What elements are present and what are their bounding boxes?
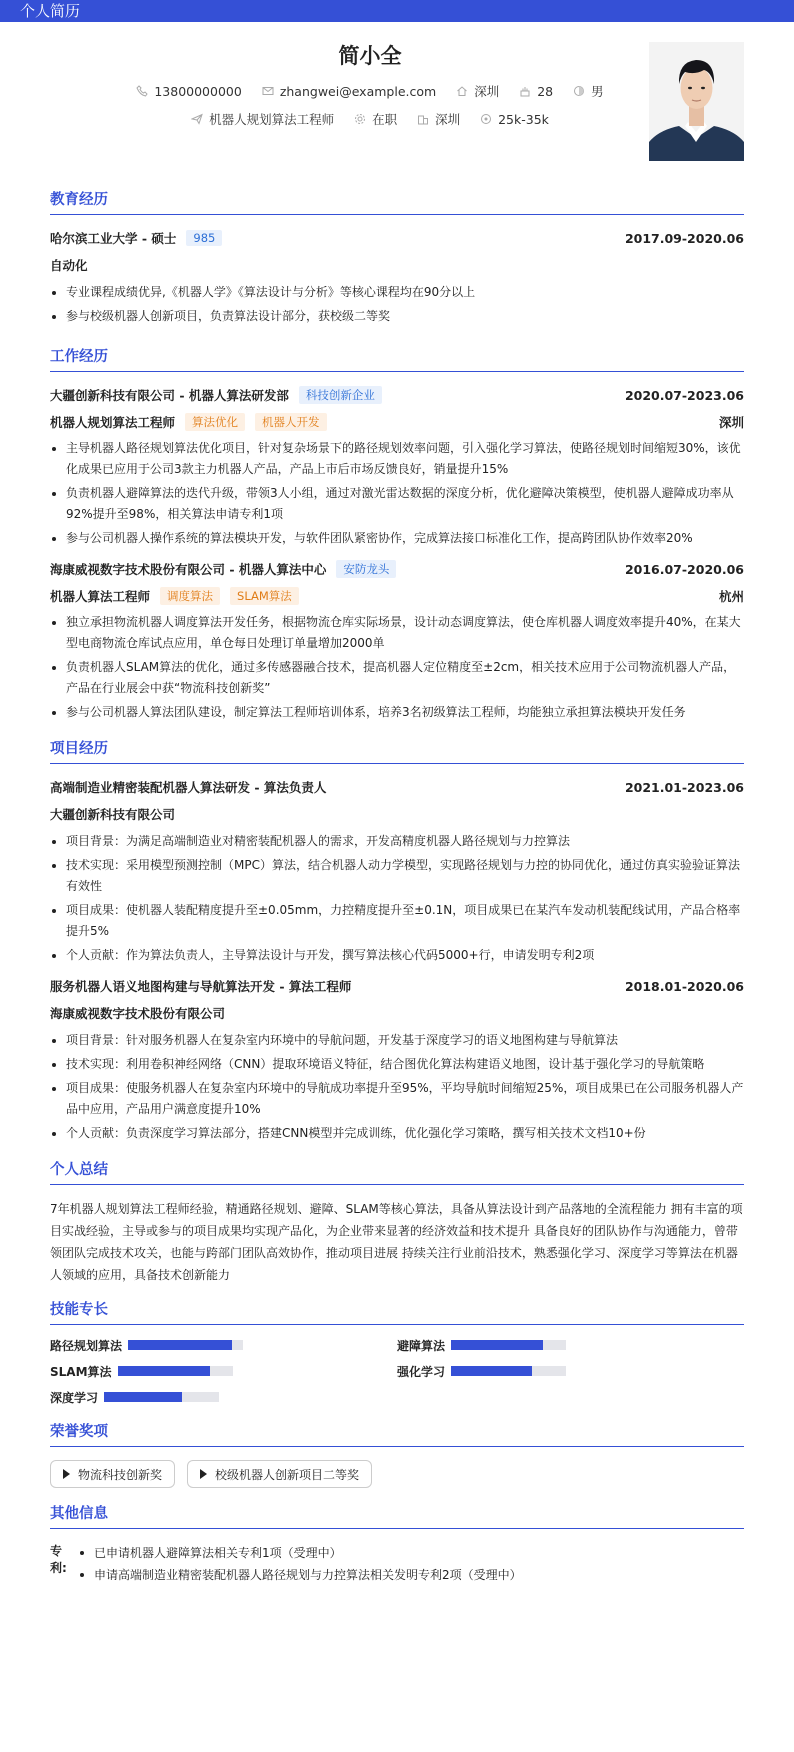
skill-name: 强化学习 [397, 1364, 446, 1379]
patent-block [50, 1542, 744, 1586]
job-role: 机器人算法工程师 [50, 589, 151, 604]
award-chip[interactable] [187, 1460, 372, 1488]
project-entry [50, 777, 744, 966]
job-city: 杭州 [718, 589, 744, 604]
top-bar [0, 0, 794, 22]
job-entry [50, 385, 744, 549]
list-item: 参与公司机器人操作系统的算法模块开发，与软件团队紧密协作，完成算法接口标准化工作，提高跨团队协作效率20% [50, 528, 744, 549]
project-date: 2018.01-2020.06 [624, 978, 744, 994]
role-tag: 调度算法 [160, 587, 220, 605]
school-name: 哈尔滨工业大学 - 硕士 [50, 231, 177, 246]
list-item: 项目成果：使服务机器人在复杂室内环境中的导航成功率提升至95%，平均导航时间缩短25%，项目成果已在公司服务机器人产品中应用，产品用户满意度提升10% [50, 1078, 744, 1120]
awards-title: 荣誉奖项 [50, 1420, 744, 1447]
phone-icon [136, 85, 148, 97]
skill-item [50, 1390, 397, 1404]
job-intent-row [50, 110, 690, 128]
role-tag: SLAM算法 [230, 587, 299, 605]
job-company: 大疆创新科技有限公司 - 机器人算法研发部 [50, 388, 289, 403]
list-item: 独立承担物流机器人调度算法开发任务，根据物流仓库实际场景，设计动态调度算法，使仓库机器人调度效率提升40%，在某大型电商物流仓库试点应用，单仓每日处理订单量增加2000单 [50, 612, 744, 654]
city-item [456, 82, 499, 100]
mail-icon [262, 85, 274, 97]
skill-bar-fill [128, 1340, 232, 1350]
play-icon [200, 1469, 207, 1479]
home-icon [456, 85, 468, 97]
list-item: 技术实现：采用模型预测控制（MPC）算法，结合机器人动力学模型，实现路径规划与力控的协同优化，通过仿真实验验证算法有效性 [50, 855, 744, 897]
list-item: 技术实现：利用卷积神经网络（CNN）提取环境语义特征，结合图优化算法构建语义地图，设计基于强化学习的导航策略 [50, 1054, 744, 1075]
role-tag: 算法优化 [185, 413, 245, 431]
email-text: zhangwei@example.com [279, 83, 437, 99]
target-city-item [417, 110, 460, 128]
skill-bar [104, 1392, 219, 1402]
skill-bar-fill [451, 1340, 543, 1350]
skills-grid [50, 1338, 744, 1404]
project-entry [50, 976, 744, 1144]
job-role: 机器人规划算法工程师 [50, 415, 176, 430]
award-text: 校级机器人创新项目二等奖 [215, 1467, 360, 1482]
skill-bar-fill [118, 1366, 210, 1376]
skills-title: 技能专长 [50, 1298, 744, 1325]
top-bar-title: 个人简历 [20, 2, 81, 20]
project-name: 高端制造业精密装配机器人算法研发 - 算法负责人 [50, 780, 327, 795]
other-title: 其他信息 [50, 1502, 744, 1529]
skill-item [397, 1364, 744, 1378]
skill-name: 路径规划算法 [50, 1338, 123, 1353]
job-city: 深圳 [718, 415, 744, 430]
salary-text: 25k-35k [498, 111, 549, 127]
education-section [50, 188, 744, 327]
list-item: 参与校级机器人创新项目，负责算法设计部分，获校级二等奖 [50, 306, 744, 327]
status-text: 在职 [372, 112, 398, 127]
resume-page [0, 22, 794, 1752]
list-item: 申请高端制造业精密装配机器人路径规划与力控算法相关发明专利2项（受理中） [78, 1564, 522, 1586]
resume-header [50, 22, 744, 180]
job-bullets [50, 612, 744, 723]
list-item: 主导机器人路径规划算法优化项目，针对复杂场景下的路径规划效率问题，引入强化学习算法，使路径规划时间缩短30%，该优化成果已应用于公司3款主力机器人产品，产品上市后市场反馈良好，销量提升15% [50, 438, 744, 480]
skill-item [50, 1338, 397, 1352]
awards-section [50, 1420, 744, 1488]
list-item: 参与公司机器人算法团队建设，制定算法工程师培训体系，培养3名初级算法工程师，均能独立承担算法模块开发任务 [50, 702, 744, 723]
project-name: 服务机器人语义地图构建与导航算法开发 - 算法工程师 [50, 979, 352, 994]
education-row [50, 228, 744, 248]
project-company: 大疆创新科技有限公司 [50, 807, 176, 822]
building-icon [417, 113, 429, 125]
list-item: 专业课程成绩优异,《机器人学》《算法设计与分析》等核心课程均在90分以上 [50, 282, 744, 303]
gender-icon [573, 85, 585, 97]
job-date: 2016.07-2020.06 [624, 561, 744, 577]
avatar-portrait [649, 42, 744, 161]
award-chip[interactable] [50, 1460, 175, 1488]
education-bullets [50, 282, 744, 327]
projects-section [50, 737, 744, 1144]
play-icon [63, 1469, 70, 1479]
education-major: 自动化 [50, 258, 88, 273]
role-tag: 机器人开发 [255, 413, 327, 431]
job-company: 海康威视数字技术股份有限公司 - 机器人算法中心 [50, 562, 327, 577]
age-text: 28 [537, 83, 554, 99]
phone-item [136, 82, 241, 100]
skills-section [50, 1298, 744, 1404]
project-bullets [50, 831, 744, 966]
company-tag: 安防龙头 [336, 560, 396, 578]
project-bullets [50, 1030, 744, 1144]
awards-list [50, 1460, 744, 1488]
education-date: 2017.09-2020.06 [624, 230, 744, 246]
list-item: 项目背景：为满足高端制造业对精密装配机器人的需求，开发高精度机器人路径规划与力控算法 [50, 831, 744, 852]
city-text: 深圳 [474, 84, 500, 99]
school-tag: 985 [186, 230, 222, 246]
skill-bar-fill [104, 1392, 182, 1402]
gender-item [573, 82, 604, 100]
skill-name: 避障算法 [397, 1338, 446, 1353]
company-tag: 科技创新企业 [299, 386, 382, 404]
patent-label: 专利: [50, 1544, 67, 1575]
job-date: 2020.07-2023.06 [624, 387, 744, 403]
skill-bar [451, 1340, 566, 1350]
summary-section [50, 1158, 744, 1286]
work-section [50, 345, 744, 723]
award-text: 物流科技创新奖 [78, 1467, 163, 1482]
list-item: 个人贡献：负责深度学习算法部分，搭建CNN模型并完成训练，优化强化学习策略，撰写相关技术文档10+份 [50, 1123, 744, 1144]
education-title: 教育经历 [50, 188, 744, 215]
salary-item [480, 110, 549, 128]
status-item [354, 110, 397, 128]
skill-bar [451, 1366, 566, 1376]
skill-name: SLAM算法 [50, 1364, 112, 1379]
summary-title: 个人总结 [50, 1158, 744, 1185]
send-icon [191, 113, 203, 125]
summary-text: 7年机器人规划算法工程师经验，精通路径规划、避障、SLAM等核心算法，具备从算法设计到产品落地的全流程能力 拥有丰富的项目实战经验，主导或参与的项目成果均实现产品化，为企业带来显著的经济效益和技术提升 具备良好的团队协作与沟通能力，曾带领团队完成技术攻关，也能与跨部门团队高效协作，推动项目进展 持续关注行业前沿技术，熟悉强化学习、深度学习等算法在机器人领域的应用，具备技术创新能力 [50, 1202, 743, 1282]
target-city-text: 深圳 [435, 112, 461, 127]
other-section [50, 1502, 744, 1586]
skill-bar [128, 1340, 243, 1350]
skill-name: 深度学习 [50, 1390, 99, 1405]
phone-text: 13800000000 [154, 83, 242, 99]
work-title: 工作经历 [50, 345, 744, 372]
project-date: 2021.01-2023.06 [624, 779, 744, 795]
patent-list [78, 1542, 522, 1586]
profile-photo [649, 42, 744, 161]
skill-bar-fill [451, 1366, 532, 1376]
list-item: 项目成果：使机器人装配精度提升至±0.05mm，力控精度提升至±0.1N，项目成果已在某汽车发动机装配线试用，产品合格率提升5% [50, 900, 744, 942]
job-entry [50, 559, 744, 723]
list-item: 负责机器人避障算法的迭代升级，带领3人小组，通过对激光雷达数据的深度分析，优化避障决策模型，使机器人避障成功率从92%提升至98%，相关算法申请专利1项 [50, 483, 744, 525]
list-item: 已申请机器人避障算法相关专利1项（受理中） [78, 1542, 522, 1564]
project-company: 海康威视数字技术股份有限公司 [50, 1006, 226, 1021]
contact-row [50, 82, 690, 100]
position-item [191, 110, 334, 128]
gear-icon [354, 113, 366, 125]
projects-title: 项目经历 [50, 737, 744, 764]
age-item [519, 82, 553, 100]
skill-item [397, 1338, 744, 1352]
candidate-name: 简小全 [338, 44, 402, 68]
list-item: 项目背景：针对服务机器人在复杂室内环境中的导航问题，开发基于深度学习的语义地图构建与导航算法 [50, 1030, 744, 1051]
skill-bar [118, 1366, 233, 1376]
list-item: 个人贡献：作为算法负责人，主导算法设计与开发，撰写算法核心代码5000+行，申请发明专利2项 [50, 945, 744, 966]
coin-icon [480, 113, 492, 125]
cake-icon [519, 85, 531, 97]
gender-text: 男 [591, 84, 604, 99]
job-bullets [50, 438, 744, 549]
email-item [262, 82, 436, 100]
position-text: 机器人规划算法工程师 [209, 112, 335, 127]
list-item: 负责机器人SLAM算法的优化，通过多传感器融合技术，提高机器人定位精度至±2cm，相关技术应用于公司物流机器人产品，产品在行业展会中获“物流科技创新奖” [50, 657, 744, 699]
skill-item [50, 1364, 397, 1378]
